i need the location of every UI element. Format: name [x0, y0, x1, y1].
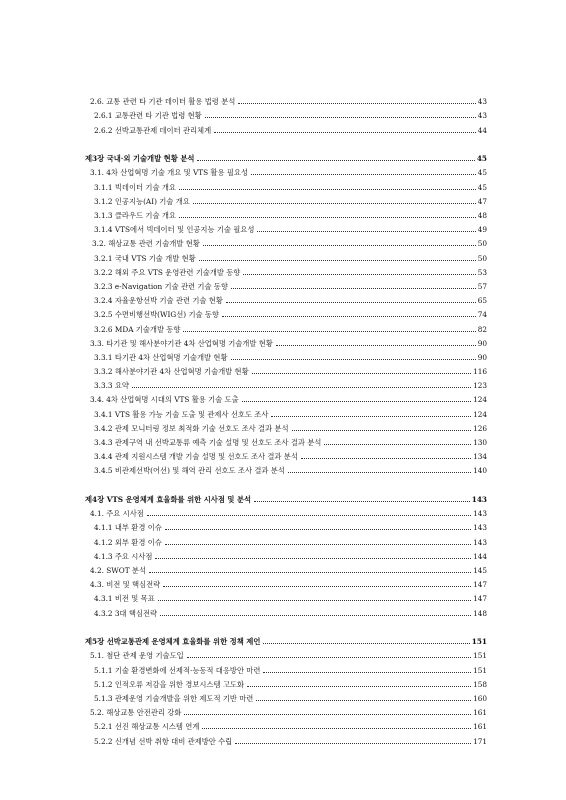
toc-entry[interactable] — [85, 675, 487, 689]
toc-entry-label: 3.2.1 국내 VTS 기술 개발 현황 — [94, 253, 196, 263]
toc-entry-page: 171 — [473, 736, 487, 746]
dot-leader — [222, 316, 476, 317]
toc-entry-page: 134 — [473, 452, 487, 462]
toc-entry[interactable] — [85, 263, 487, 277]
toc-chapter-heading[interactable] — [85, 149, 487, 163]
toc-entry-label: 5.1.1 기술 환경변화에 선제적·능동적 대응방안 마련 — [94, 665, 261, 675]
toc-entry-label: 4.1. 주요 시사점 — [90, 509, 144, 519]
toc-entry-page: 161 — [473, 708, 487, 718]
toc-entry-label: 3.2.3 e-Navigation 기술 관련 기술 동향 — [94, 281, 228, 291]
dot-leader — [226, 302, 476, 303]
toc-entry-page: 143 — [473, 523, 487, 533]
toc-entry-label: 3.4. 4차 산업혁명 시대의 VTS 활용 기술 도출 — [90, 395, 239, 405]
toc-entry-page: 143 — [473, 537, 487, 547]
toc-entry-label: 5.1. 첨단 관제 운영 기술도입 — [90, 651, 184, 661]
dot-leader — [183, 331, 475, 332]
toc-entry-page: 143 — [473, 509, 487, 519]
dot-leader — [158, 600, 471, 601]
toc-entry-label: 5.2. 해상교통 안전관리 강화 — [90, 708, 182, 718]
toc-entry-label: 제3장 국내·외 기술개발 현황 분석 — [85, 154, 195, 164]
toc-entry[interactable] — [85, 532, 487, 546]
toc-entry[interactable] — [85, 518, 487, 532]
dot-leader — [292, 430, 472, 431]
dot-leader — [165, 544, 471, 545]
toc-entry[interactable] — [85, 390, 487, 404]
toc-entry-label: 제5장 선박교통관제 운영체계 효율화를 위한 정책 제언 — [85, 637, 261, 647]
toc-entry-page: 158 — [473, 679, 487, 689]
section-gap — [85, 135, 487, 150]
toc-entry-page: 145 — [473, 566, 487, 575]
toc-entry[interactable] — [85, 433, 487, 447]
toc-entry-page: 90 — [477, 338, 487, 348]
toc-entry-page: 48 — [477, 211, 487, 220]
toc-entry-label: 4.3.2 3대 핵심전략 — [94, 608, 158, 618]
toc-entry[interactable] — [85, 561, 487, 575]
dot-leader — [199, 260, 476, 261]
toc-entry[interactable] — [85, 419, 487, 433]
dot-leader — [214, 132, 476, 133]
toc-entry-page: 143 — [471, 495, 487, 505]
toc-entry-label: 3.2.5 수면비행선박(WIG선) 기술 동향 — [94, 310, 219, 320]
toc-entry-label: 3.4.1 VTS 활용 가능 기술 도출 및 관제사 선호도 조사 — [94, 409, 269, 419]
dot-leader — [247, 686, 471, 687]
toc-entry-label: 5.2.1 선진 해상교통 시스템 연계 — [94, 722, 200, 732]
dot-leader — [257, 231, 475, 232]
toc-entry-label: 4.1.3 주요 시사점 — [94, 551, 153, 561]
toc-entry[interactable] — [85, 575, 487, 589]
toc-entry[interactable] — [85, 447, 487, 461]
table-of-contents — [85, 92, 487, 746]
toc-entry-page: 147 — [473, 580, 487, 590]
dot-leader — [254, 501, 470, 502]
toc-entry-page: 148 — [473, 608, 487, 618]
toc-entry-label: 5.2.2 신개념 선박 취항 대비 관제방안 수립 — [94, 736, 233, 746]
dot-leader — [149, 572, 471, 573]
toc-entry-label: 3.4.2 관제 모니터링 정보 최적화 기술 선호도 조사 결과 분석 — [94, 423, 289, 433]
toc-entry[interactable] — [85, 192, 487, 206]
toc-entry[interactable] — [85, 92, 487, 106]
dot-leader — [251, 174, 476, 175]
toc-entry-page: 45 — [477, 168, 487, 178]
toc-chapter-3 — [85, 149, 487, 475]
dot-leader — [147, 515, 471, 516]
toc-entry-label: 4.3.1 비전 및 목표 — [94, 594, 155, 604]
toc-entry-label: 3.1.4 VTS에서 빅데이터 및 인공지능 기술 필요성 — [94, 225, 255, 235]
toc-entry-label: 3.3.2 해사분야기관 4차 산업혁명 기술개발 현황 — [94, 367, 249, 377]
toc-entry-page: 49 — [477, 225, 487, 235]
toc-entry[interactable] — [85, 206, 487, 220]
toc-entry-page: 47 — [477, 196, 487, 206]
toc-entry-page: 151 — [473, 665, 487, 675]
toc-entry-page: 126 — [473, 423, 487, 433]
toc-entry[interactable] — [85, 334, 487, 348]
toc-entry-label: 4.1.1 내부 환경 이슈 — [94, 523, 162, 533]
dot-leader — [252, 373, 471, 374]
toc-entry-page: 43 — [477, 111, 487, 121]
dot-leader — [263, 672, 471, 673]
toc-entry[interactable] — [85, 106, 487, 120]
toc-entry[interactable] — [85, 717, 487, 731]
toc-entry-label: 3.2. 해상교통 관련 기술개발 현황 — [92, 239, 200, 249]
toc-entry-label: 4.2. SWOT 분석 — [90, 566, 147, 575]
toc-entry-label: 3.1.3 클라우드 기술 개요 — [94, 211, 176, 220]
dot-leader — [184, 714, 471, 715]
toc-entry-page: 45 — [476, 154, 487, 164]
toc-entry[interactable] — [85, 234, 487, 248]
dot-leader — [242, 401, 471, 402]
toc-entry-page: 65 — [477, 296, 487, 306]
toc-entry-label: 2.6.2 선박교통관제 데이터 관리체계 — [94, 125, 212, 135]
toc-entry[interactable] — [85, 277, 487, 291]
dot-leader — [231, 288, 476, 289]
toc-entry-label: 4.3. 비전 및 핵심전략 — [90, 580, 161, 590]
toc-entry-page: 140 — [473, 466, 487, 476]
section-gap — [85, 475, 487, 490]
toc-entry-page: 90 — [477, 352, 487, 362]
toc-entry[interactable] — [85, 291, 487, 305]
toc-entry-label: 3.3.1 타기관 4차 산업혁명 기술개발 현황 — [94, 352, 228, 362]
toc-entry-label: 3.2.2 해외 주요 VTS 운영관련 기술개발 동향 — [94, 267, 241, 277]
toc-entry-label: 제4장 VTS 운영체계 효율화를 위한 시사점 및 분석 — [85, 495, 252, 505]
toc-entry-page: 82 — [477, 324, 487, 334]
toc-entry[interactable] — [85, 163, 487, 177]
toc-entry-page: 124 — [473, 409, 487, 419]
dot-leader — [203, 245, 476, 246]
toc-entry-page: 50 — [477, 253, 487, 263]
toc-entry-page: 45 — [477, 182, 487, 192]
toc-entry[interactable] — [85, 603, 487, 617]
toc-entry-label: 3.3. 타기관 및 해사분야기관 4차 산업혁명 기술개발 현황 — [90, 338, 273, 348]
toc-entry-label: 3.3.3 요약 — [94, 381, 129, 391]
toc-entry-page: 116 — [473, 367, 487, 377]
toc-chapter-heading[interactable] — [85, 490, 487, 504]
toc-entry-label: 3.1. 4차 산업혁명 기술 개요 및 VTS 활용 필요성 — [90, 168, 248, 178]
toc-entry-label: 2.6. 교통 관련 타 기관 데이터 활용 법령 분석 — [90, 97, 236, 107]
toc-entry-label: 2.6.1 교통관련 타 기관 법령 현황 — [94, 111, 202, 121]
dot-leader — [165, 529, 471, 530]
toc-entry[interactable] — [85, 177, 487, 191]
toc-entry-label: 3.1.2 인공지능(AI) 기술 개요 — [94, 196, 190, 206]
toc-chapter-4 — [85, 490, 487, 618]
toc-entry-page: 151 — [473, 651, 487, 661]
dot-leader — [256, 700, 471, 701]
toc-entry[interactable] — [85, 703, 487, 717]
dot-leader — [163, 586, 471, 587]
dot-leader — [187, 657, 471, 658]
toc-chapter-heading[interactable] — [85, 632, 487, 646]
toc-entry[interactable] — [85, 376, 487, 390]
toc-entry[interactable] — [85, 348, 487, 362]
toc-entry-page: 44 — [477, 125, 487, 135]
toc-entry-page: 57 — [477, 281, 487, 291]
toc-entry-page: 144 — [473, 551, 487, 561]
toc-entry[interactable] — [85, 319, 487, 333]
dot-leader — [160, 615, 471, 616]
dot-leader — [263, 643, 469, 644]
toc-entry-label: 3.2.6 MDA 기술개발 동향 — [94, 324, 181, 334]
toc-entry-page: 151 — [471, 637, 487, 647]
dot-leader — [288, 472, 471, 473]
dot-leader — [238, 103, 475, 104]
toc-entry[interactable] — [85, 646, 487, 660]
toc-entry[interactable] — [85, 589, 487, 603]
toc-entry-label: 3.2.4 자율운항선박 기술 관련 기술 현황 — [94, 296, 223, 306]
toc-entry-page: 161 — [473, 722, 487, 732]
toc-entry-label: 3.4.5 비관제선박(어선) 및 해역 관리 선호도 조사 결과 분석 — [94, 466, 285, 476]
section-gap — [85, 618, 487, 633]
toc-entry-label: 5.1.3 관제운영 기술개발을 위한 제도적 기반 마련 — [94, 694, 254, 703]
toc-entry[interactable] — [85, 362, 487, 376]
toc-entry[interactable] — [85, 504, 487, 518]
dot-leader — [179, 217, 476, 218]
toc-entry[interactable] — [85, 731, 487, 745]
dot-leader — [231, 359, 476, 360]
toc-entry-page: 123 — [473, 381, 487, 391]
dot-leader — [205, 117, 476, 118]
dot-leader — [202, 728, 471, 729]
toc-entry[interactable] — [85, 461, 487, 475]
toc-section-2-6 — [85, 92, 487, 135]
toc-entry-label: 3.4.3 관제구역 내 선박교통류 예측 기술 설명 및 선호도 조사 결과 분석 — [94, 438, 322, 447]
toc-entry[interactable] — [85, 220, 487, 234]
dot-leader — [132, 387, 471, 388]
toc-entry-label: 3.1.1 빅데이터 기술 개요 — [94, 182, 176, 192]
dot-leader — [243, 274, 475, 275]
dot-leader — [155, 558, 471, 559]
toc-entry[interactable] — [85, 404, 487, 418]
dot-leader — [276, 345, 476, 346]
toc-entry-page: 50 — [477, 239, 487, 249]
toc-entry-page: 130 — [473, 438, 487, 447]
toc-entry[interactable] — [85, 660, 487, 674]
dot-leader — [193, 203, 476, 204]
toc-entry-page: 124 — [473, 395, 487, 405]
toc-entry-label: 3.4.4 관제 지원시스템 개발 기술 설명 및 선호도 조사 결과 분석 — [94, 452, 298, 462]
dot-leader — [235, 743, 471, 744]
toc-entry-label: 4.1.2 외부 환경 이슈 — [94, 537, 162, 547]
dot-leader — [301, 458, 471, 459]
toc-entry[interactable] — [85, 248, 487, 262]
dot-leader — [179, 189, 476, 190]
toc-chapter-5 — [85, 632, 487, 746]
toc-entry[interactable] — [85, 547, 487, 561]
toc-entry-page: 74 — [477, 310, 487, 320]
toc-entry-page: 53 — [477, 267, 487, 277]
toc-entry[interactable] — [85, 305, 487, 319]
toc-entry-label: 5.1.2 인적오류 저감을 위한 경보시스템 고도화 — [94, 679, 244, 689]
dot-leader — [271, 416, 471, 417]
toc-entry[interactable] — [85, 689, 487, 703]
toc-entry[interactable] — [85, 120, 487, 134]
toc-entry-page: 147 — [473, 594, 487, 604]
dot-leader — [197, 160, 474, 161]
toc-entry-page: 43 — [477, 97, 487, 107]
dot-leader — [324, 444, 471, 445]
toc-entry-page: 160 — [473, 694, 487, 703]
